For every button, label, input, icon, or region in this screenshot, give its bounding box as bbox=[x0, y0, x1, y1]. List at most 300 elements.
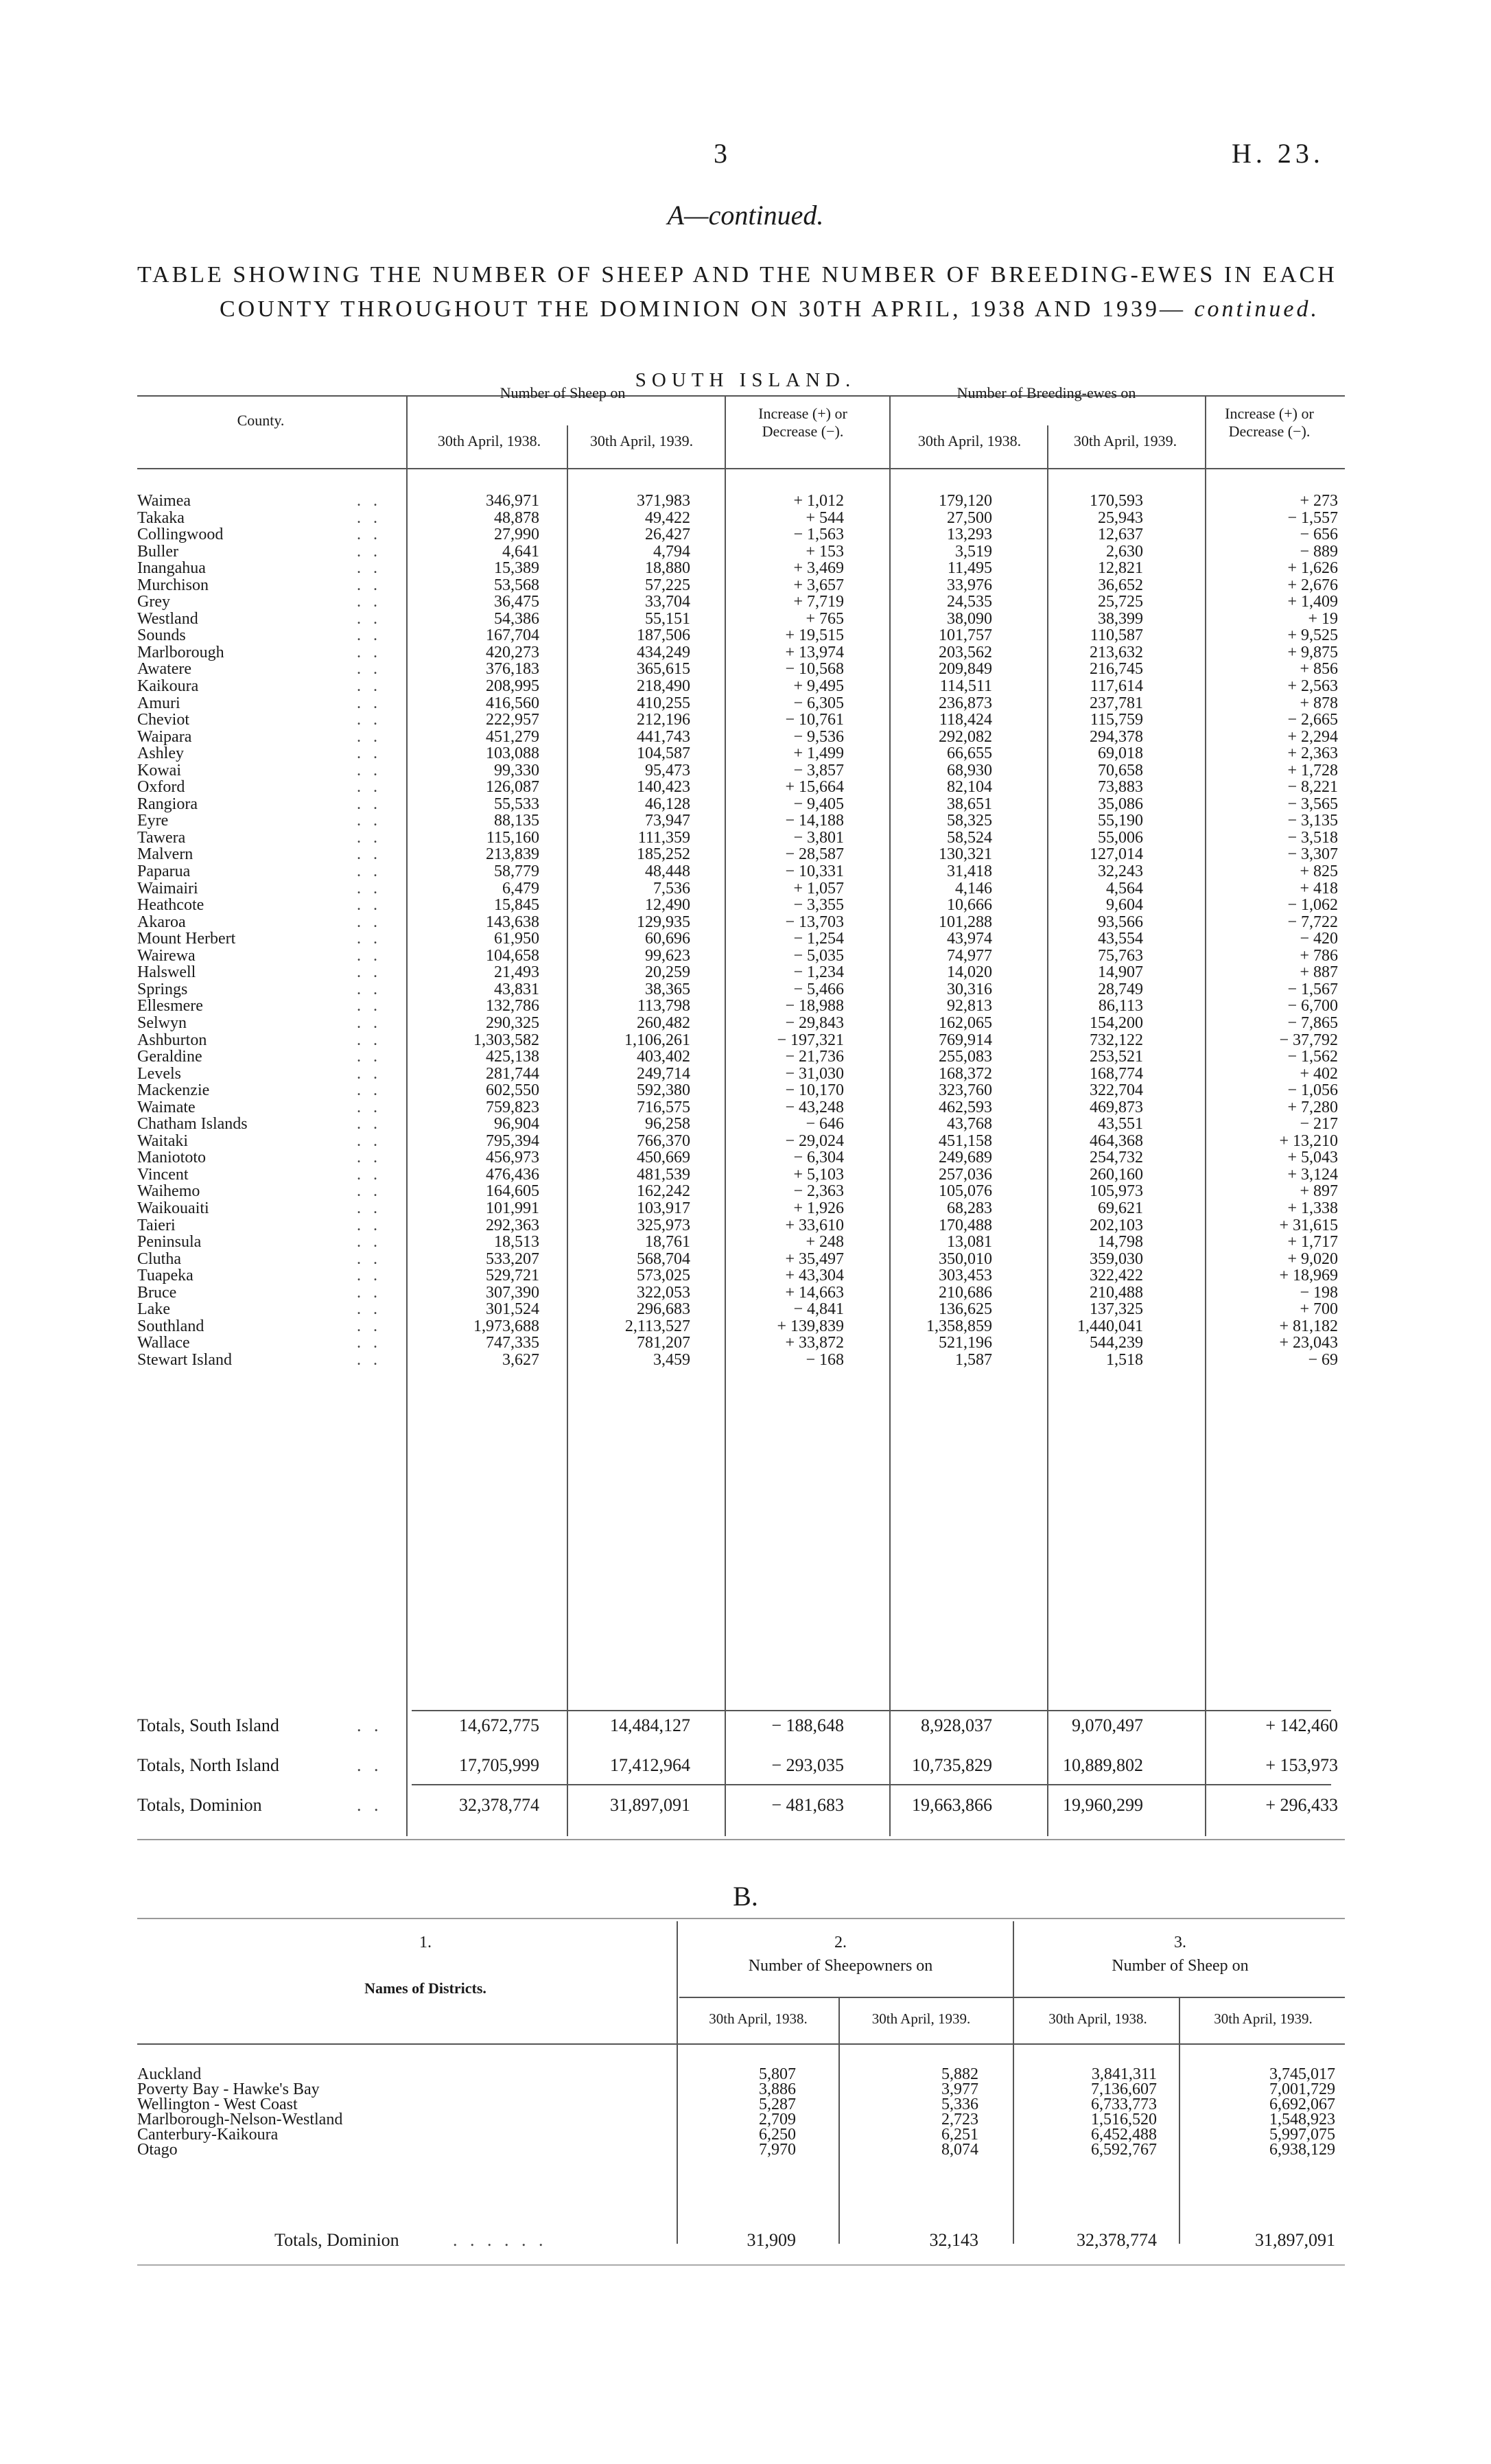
sheep-change: + 5,103 bbox=[793, 1165, 844, 1184]
b-totals-label: Totals, Dominion bbox=[274, 2230, 399, 2250]
ewes-1939: 12,637 bbox=[1098, 526, 1143, 544]
sheep-change: − 14,188 bbox=[785, 812, 844, 830]
sheep-change: − 9,405 bbox=[793, 795, 844, 813]
county-name: Collingwood bbox=[137, 526, 224, 544]
sheep-1938: 55,533 bbox=[494, 795, 539, 813]
ewes-change: − 3,307 bbox=[1287, 845, 1338, 864]
sheep-change: − 13,703 bbox=[785, 913, 844, 931]
ewes-1939-header: 30th April, 1939. bbox=[1073, 432, 1177, 449]
sheep-change: − 3,801 bbox=[793, 828, 844, 847]
totals-ewes-1938: 10,735,829 bbox=[912, 1755, 992, 1775]
county-name: Heathcote bbox=[137, 896, 204, 915]
ewes-1938: 66,655 bbox=[947, 744, 992, 763]
caption-line-2 bbox=[137, 292, 1372, 327]
sheep-1938: 48,878 bbox=[494, 508, 539, 527]
ewes-1938: 249,689 bbox=[939, 1149, 992, 1167]
sheep-change-header: Increase (+) or Decrease (−). bbox=[758, 405, 847, 440]
sheep-1939: 781,207 bbox=[637, 1334, 690, 1352]
sheep-1939: 766,370 bbox=[637, 1131, 690, 1150]
sheep-1939: 38,365 bbox=[645, 980, 690, 998]
b-column-rule-1 bbox=[677, 1921, 678, 2244]
sheep-change: − 5,035 bbox=[793, 946, 844, 965]
sheep-1938: 747,335 bbox=[486, 1334, 539, 1352]
ewes-change: + 18,969 bbox=[1279, 1267, 1338, 1285]
sheep-1939: 185,252 bbox=[637, 845, 690, 864]
sheep-1938: 307,390 bbox=[486, 1283, 539, 1302]
ewes-1939: 38,399 bbox=[1098, 609, 1143, 628]
district-name: Otago bbox=[137, 2141, 178, 2159]
sheep-1939: 33,704 bbox=[645, 593, 690, 611]
leader-dots: . . bbox=[357, 1249, 381, 1268]
ewes-change: + 878 bbox=[1300, 694, 1338, 712]
totals-rule-1 bbox=[412, 1710, 1331, 1711]
sheep-change: − 1,234 bbox=[793, 963, 844, 982]
leader-dots: . . bbox=[357, 946, 381, 965]
district-sheep-1938: 1,516,520 bbox=[1091, 2111, 1157, 2128]
sheep-1939: 99,623 bbox=[645, 946, 690, 965]
sheep-1939: 7,536 bbox=[653, 879, 690, 897]
sheep-1938: 164,605 bbox=[486, 1182, 539, 1201]
ewes-1938: 43,768 bbox=[947, 1115, 992, 1134]
sheep-1938: 533,207 bbox=[486, 1249, 539, 1268]
sheep-1939: 568,704 bbox=[637, 1249, 690, 1268]
leader-dots: . . bbox=[357, 1115, 381, 1134]
county-name: Stewart Island bbox=[137, 1350, 232, 1369]
sheep-1938: 420,273 bbox=[486, 643, 539, 661]
leader-dots: . . bbox=[357, 778, 381, 797]
sheep-1939: 2,113,527 bbox=[624, 1317, 690, 1335]
sheep-change: + 765 bbox=[806, 609, 844, 628]
ewes-1938: 92,813 bbox=[947, 997, 992, 1016]
county-name: Tawera bbox=[137, 828, 186, 847]
leader-dots: . . bbox=[357, 1165, 381, 1184]
county-name: Selwyn bbox=[137, 1013, 187, 1032]
district-name: Canterbury-Kaikoura bbox=[137, 2126, 279, 2144]
sheep-change: − 646 bbox=[806, 1115, 844, 1134]
county-name: Oxford bbox=[137, 778, 185, 797]
sheep-1939: 18,761 bbox=[645, 1233, 690, 1252]
sheep-change: + 33,610 bbox=[785, 1216, 844, 1234]
sheep-1939: 481,539 bbox=[637, 1165, 690, 1184]
ewes-change: − 3,565 bbox=[1287, 795, 1338, 813]
county-name: Ashburton bbox=[137, 1031, 207, 1049]
ewes-change: + 9,525 bbox=[1287, 626, 1338, 645]
owners-1938: 7,970 bbox=[759, 2141, 796, 2159]
ewes-1938: 33,976 bbox=[947, 576, 992, 594]
ewes-1939: 1,518 bbox=[1106, 1350, 1143, 1369]
sheep-1938: 132,786 bbox=[486, 997, 539, 1016]
ewes-1939: 154,200 bbox=[1090, 1013, 1143, 1032]
sheep-1938-header: 30th April, 1938. bbox=[437, 432, 541, 449]
ewes-change: + 1,338 bbox=[1287, 1199, 1338, 1217]
leader-dots: . . bbox=[357, 711, 381, 729]
sheep-1939: 104,587 bbox=[637, 744, 690, 763]
ewes-change: + 1,717 bbox=[1287, 1233, 1338, 1252]
sheep-1938: 290,325 bbox=[486, 1013, 539, 1032]
county-name: Waimea bbox=[137, 492, 191, 510]
sheep-1939: 49,422 bbox=[645, 508, 690, 527]
sheep-change: − 1,254 bbox=[793, 930, 844, 948]
sheep-1938: 88,135 bbox=[494, 812, 539, 830]
sheep-change: − 3,857 bbox=[793, 761, 844, 779]
ewes-1939: 69,621 bbox=[1098, 1199, 1143, 1217]
ewes-1938: 58,325 bbox=[947, 812, 992, 830]
ewes-change: − 1,567 bbox=[1287, 980, 1338, 998]
county-name: Sounds bbox=[137, 626, 186, 645]
district-sheep-1939: 3,745,017 bbox=[1269, 2065, 1335, 2083]
sheep-change: − 197,321 bbox=[777, 1031, 844, 1049]
ewes-1938: 350,010 bbox=[939, 1249, 992, 1268]
leader-dots: . . bbox=[357, 1182, 381, 1201]
leader-dots: . . bbox=[357, 643, 381, 661]
county-name: Malvern bbox=[137, 845, 193, 864]
sheep-change: − 4,841 bbox=[793, 1300, 844, 1319]
ewes-1938: 462,593 bbox=[939, 1098, 992, 1116]
ewes-1938: 13,081 bbox=[947, 1233, 992, 1252]
sheep-change: − 10,170 bbox=[785, 1081, 844, 1100]
leader-dots: . . bbox=[357, 1267, 381, 1285]
leader-dots: . . bbox=[357, 1013, 381, 1032]
b-col1-label: Names of Districts. bbox=[364, 1980, 486, 1997]
leader-dots: . . bbox=[357, 526, 381, 544]
county-name: Inangahua bbox=[137, 559, 206, 578]
county-name: Ellesmere bbox=[137, 997, 203, 1016]
ewes-change: + 19 bbox=[1308, 609, 1338, 628]
totals-row-dominion bbox=[137, 1795, 1345, 1818]
table-caption bbox=[137, 258, 1372, 327]
ewes-1938: 13,293 bbox=[947, 526, 992, 544]
b-col1-number: 1. bbox=[419, 1934, 432, 1951]
county-name: Lake bbox=[137, 1300, 170, 1319]
caption-line-1: TABLE SHOWING THE NUMBER OF SHEEP AND THE NUMBER OF BREEDING-EWES IN EACH bbox=[137, 262, 1337, 288]
sheep-1938: 53,568 bbox=[494, 576, 539, 594]
owners-1939: 6,251 bbox=[941, 2126, 978, 2144]
ewes-change: + 1,409 bbox=[1287, 593, 1338, 611]
ewes-change: + 3,124 bbox=[1287, 1165, 1338, 1184]
county-name: Eyre bbox=[137, 812, 169, 830]
totals-sheep-1939: 14,484,127 bbox=[610, 1715, 690, 1735]
sheep-1939: 403,402 bbox=[637, 1048, 690, 1066]
sheep-1939: 371,983 bbox=[637, 492, 690, 510]
sheep-1939: 103,917 bbox=[637, 1199, 690, 1217]
leader-dots: . . bbox=[357, 863, 381, 881]
sheep-1938: 126,087 bbox=[486, 778, 539, 797]
ewes-1938: 38,651 bbox=[947, 795, 992, 813]
ewes-change: − 1,562 bbox=[1287, 1048, 1338, 1066]
sheep-change: − 1,563 bbox=[793, 526, 844, 544]
leader-dots: . . bbox=[357, 1795, 383, 1815]
leader-dots: . . bbox=[357, 508, 381, 527]
owners-1938: 3,886 bbox=[759, 2080, 796, 2098]
ewes-1939: 55,190 bbox=[1098, 812, 1143, 830]
caption-line-2-text: COUNTY THROUGHOUT THE DOMINION ON 30TH APRIL, 1938 AND 1939— bbox=[220, 296, 1186, 322]
leader-dots: . . bbox=[357, 896, 381, 915]
b-totals-sheep-1938: 32,378,774 bbox=[1077, 2230, 1157, 2250]
ewes-change: + 700 bbox=[1300, 1300, 1338, 1319]
b-owners-1938-header: 30th April, 1938. bbox=[709, 2010, 808, 2027]
ewes-change: + 81,182 bbox=[1279, 1317, 1338, 1335]
sheep-1938: 143,638 bbox=[486, 913, 539, 931]
sheep-1938: 43,831 bbox=[494, 980, 539, 998]
sheep-change: + 14,663 bbox=[785, 1283, 844, 1302]
district-sheep-1939: 1,548,923 bbox=[1269, 2111, 1335, 2128]
sheep-1939: 20,259 bbox=[645, 963, 690, 982]
totals-ewes-1939: 9,070,497 bbox=[1072, 1715, 1143, 1735]
sheep-1939: 218,490 bbox=[637, 677, 690, 696]
ewes-1939: 25,725 bbox=[1098, 593, 1143, 611]
district-name: Auckland bbox=[137, 2065, 202, 2083]
sheep-change: + 15,664 bbox=[785, 778, 844, 797]
owners-1939: 8,074 bbox=[941, 2141, 978, 2159]
leader-dots: . . bbox=[357, 879, 381, 897]
document-code: H. 23. bbox=[1232, 138, 1324, 169]
sheep-1939: 716,575 bbox=[637, 1098, 690, 1116]
ewes-1938: 101,757 bbox=[939, 626, 992, 645]
sheep-1938: 301,524 bbox=[486, 1300, 539, 1319]
sheep-change: + 3,469 bbox=[793, 559, 844, 578]
ewes-change: + 2,363 bbox=[1287, 744, 1338, 763]
ewes-1939: 75,763 bbox=[1098, 946, 1143, 965]
county-name: Waipara bbox=[137, 727, 192, 746]
sheep-1938: 96,904 bbox=[494, 1115, 539, 1134]
county-name: Waimairi bbox=[137, 879, 198, 897]
ewes-1939: 35,086 bbox=[1098, 795, 1143, 813]
totals-sheep-1938: 32,378,774 bbox=[459, 1795, 539, 1815]
sheep-1939: 18,880 bbox=[645, 559, 690, 578]
county-name: Waihemo bbox=[137, 1182, 200, 1201]
totals-row-north bbox=[137, 1755, 1345, 1779]
district-sheep-1938: 6,452,488 bbox=[1091, 2126, 1157, 2144]
ewes-1938: 323,760 bbox=[939, 1081, 992, 1100]
ewes-1939: 202,103 bbox=[1090, 1216, 1143, 1234]
county-name: Waimate bbox=[137, 1098, 196, 1116]
leader-dots: . . bbox=[357, 828, 381, 847]
sheep-change: − 29,843 bbox=[785, 1013, 844, 1032]
ewes-1938: 1,358,859 bbox=[926, 1317, 992, 1335]
totals-sheep-1938: 14,672,775 bbox=[459, 1715, 539, 1735]
header-bottom-rule bbox=[137, 468, 1345, 469]
page-number: 3 bbox=[714, 138, 727, 169]
sheep-1939: 249,714 bbox=[637, 1064, 690, 1083]
sheep-1938: 58,779 bbox=[494, 863, 539, 881]
table-b-top-rule bbox=[137, 1918, 1345, 1919]
sheep-change: − 2,363 bbox=[793, 1182, 844, 1201]
district-name: Poverty Bay - Hawke's Bay bbox=[137, 2080, 320, 2098]
ewes-change: − 7,722 bbox=[1287, 913, 1338, 931]
ewes-1938: 14,020 bbox=[947, 963, 992, 982]
sheep-1938: 208,995 bbox=[486, 677, 539, 696]
county-name: Mackenzie bbox=[137, 1081, 210, 1100]
ewes-change: + 1,626 bbox=[1287, 559, 1338, 578]
ewes-1938: 168,372 bbox=[939, 1064, 992, 1083]
ewes-change: + 856 bbox=[1300, 660, 1338, 679]
county-name: Southland bbox=[137, 1317, 204, 1335]
ewes-1939: 170,593 bbox=[1090, 492, 1143, 510]
section-a-title bbox=[0, 199, 1491, 231]
county-name: Clutha bbox=[137, 1249, 181, 1268]
county-name: Rangiora bbox=[137, 795, 198, 813]
ewes-change: − 198 bbox=[1300, 1283, 1338, 1302]
county-name: Chatham Islands bbox=[137, 1115, 248, 1134]
b-sheep-1938-header: 30th April, 1938. bbox=[1048, 2010, 1147, 2027]
ewes-1939: 322,704 bbox=[1090, 1081, 1143, 1100]
ewes-1938: 257,036 bbox=[939, 1165, 992, 1184]
sheep-1938: 1,303,582 bbox=[473, 1031, 539, 1049]
county-name: Ashley bbox=[137, 744, 184, 763]
sheep-1939: 410,255 bbox=[637, 694, 690, 712]
owners-1938: 5,287 bbox=[759, 2096, 796, 2113]
ewes-1938: 114,511 bbox=[939, 677, 992, 696]
sheep-change: + 43,304 bbox=[785, 1267, 844, 1285]
ewes-change: + 13,210 bbox=[1279, 1131, 1338, 1150]
ewes-1938: 170,488 bbox=[939, 1216, 992, 1234]
leader-dots: . . bbox=[357, 1131, 381, 1150]
ewes-1939: 210,488 bbox=[1090, 1283, 1143, 1302]
sheep-change: − 28,587 bbox=[785, 845, 844, 864]
totals-label: Totals, Dominion bbox=[137, 1795, 262, 1815]
county-name: Levels bbox=[137, 1064, 181, 1083]
owners-1939: 5,336 bbox=[941, 2096, 978, 2113]
sheep-change: + 248 bbox=[806, 1233, 844, 1252]
ewes-1939: 260,160 bbox=[1090, 1165, 1143, 1184]
sheep-1939: 48,448 bbox=[645, 863, 690, 881]
b-column-rule-2 bbox=[838, 1997, 840, 2244]
ewes-1939: 73,883 bbox=[1098, 778, 1143, 797]
sheep-1939: 162,242 bbox=[637, 1182, 690, 1201]
ewes-change: − 1,056 bbox=[1287, 1081, 1338, 1100]
sheep-change: − 168 bbox=[806, 1350, 844, 1369]
sheep-group-header: Number of Sheep on bbox=[500, 384, 626, 401]
ewes-change: + 825 bbox=[1300, 863, 1338, 881]
totals-ewes-1938: 8,928,037 bbox=[921, 1715, 992, 1735]
sheep-change: − 43,248 bbox=[785, 1098, 844, 1116]
leader-dots: . . bbox=[357, 812, 381, 830]
leader-dots: . . bbox=[357, 1350, 381, 1369]
ewes-change: + 402 bbox=[1300, 1064, 1338, 1083]
sheep-1938: 99,330 bbox=[494, 761, 539, 779]
ewes-1939: 544,239 bbox=[1090, 1334, 1143, 1352]
sheep-1938: 476,436 bbox=[486, 1165, 539, 1184]
ewes-1938: 521,196 bbox=[939, 1334, 992, 1352]
county-name: Waitaki bbox=[137, 1131, 189, 1150]
ewes-1939: 115,759 bbox=[1090, 711, 1143, 729]
leader-dots: . . bbox=[357, 1216, 381, 1234]
county-name: Kowai bbox=[137, 761, 181, 779]
ewes-1938: 3,519 bbox=[955, 542, 992, 561]
sheep-1939: 212,196 bbox=[637, 711, 690, 729]
sheep-change: − 10,568 bbox=[785, 660, 844, 679]
b-totals-sheep-1939: 31,897,091 bbox=[1255, 2230, 1335, 2250]
leader-dots: . . bbox=[357, 542, 381, 561]
b-header-bottom-rule bbox=[137, 2043, 1345, 2045]
district-sheep-1938: 6,733,773 bbox=[1091, 2096, 1157, 2113]
ewes-1939: 28,749 bbox=[1098, 980, 1143, 998]
ewes-1938-header: 30th April, 1938. bbox=[917, 432, 1022, 449]
district-sheep-1939: 5,997,075 bbox=[1269, 2126, 1335, 2144]
ewes-1939: 4,564 bbox=[1106, 879, 1143, 897]
sheep-1938: 451,279 bbox=[486, 727, 539, 746]
b-header-mid-rule bbox=[679, 1997, 1345, 1998]
table-a-bottom-rule bbox=[137, 1839, 1345, 1840]
totals-sheep-change: − 293,035 bbox=[771, 1755, 844, 1775]
ewes-1939: 137,325 bbox=[1090, 1300, 1143, 1319]
county-name: Marlborough bbox=[137, 643, 224, 661]
ewes-1939: 36,652 bbox=[1098, 576, 1143, 594]
sheep-change: − 21,736 bbox=[785, 1048, 844, 1066]
sheep-change: − 6,304 bbox=[793, 1149, 844, 1167]
sheep-1939: 73,947 bbox=[645, 812, 690, 830]
sheep-1939: 187,506 bbox=[637, 626, 690, 645]
sheep-1939: 441,743 bbox=[637, 727, 690, 746]
owners-1939: 2,723 bbox=[941, 2111, 978, 2128]
ewes-1939: 110,587 bbox=[1090, 626, 1143, 645]
ewes-1939: 12,821 bbox=[1098, 559, 1143, 578]
ewes-change: − 1,062 bbox=[1287, 896, 1338, 915]
sheep-1938: 346,971 bbox=[486, 492, 539, 510]
leader-dots: . . bbox=[357, 1064, 381, 1083]
ewes-1939: 464,368 bbox=[1090, 1131, 1143, 1150]
leader-dots: . . bbox=[357, 1334, 381, 1352]
sheep-1938: 104,658 bbox=[486, 946, 539, 965]
leader-dots: . . bbox=[357, 930, 381, 948]
sheep-1938: 376,183 bbox=[486, 660, 539, 679]
ewes-1939: 14,907 bbox=[1098, 963, 1143, 982]
totals-ewes-change: + 153,973 bbox=[1265, 1755, 1338, 1775]
sheep-1939: 96,258 bbox=[645, 1115, 690, 1134]
sheep-1938: 759,823 bbox=[486, 1098, 539, 1116]
ewes-change: − 8,221 bbox=[1287, 778, 1338, 797]
sheep-1938: 21,493 bbox=[494, 963, 539, 982]
sheep-1939: 95,473 bbox=[645, 761, 690, 779]
sheep-1939: 573,025 bbox=[637, 1267, 690, 1285]
county-name: Paparua bbox=[137, 863, 191, 881]
ewes-1938: 210,686 bbox=[939, 1283, 992, 1302]
sheep-1939: 296,683 bbox=[637, 1300, 690, 1319]
ewes-change: + 23,043 bbox=[1279, 1334, 1338, 1352]
section-b-title: B. bbox=[733, 1881, 758, 1912]
b-col3-label: Number of Sheep on bbox=[1112, 1957, 1249, 1975]
leader-dots: . . bbox=[357, 1081, 381, 1100]
ewes-change: + 2,563 bbox=[1287, 677, 1338, 696]
ewes-1938: 74,977 bbox=[947, 946, 992, 965]
county-header: County. bbox=[237, 412, 285, 429]
sheep-1938: 213,839 bbox=[486, 845, 539, 864]
sheep-1938: 18,513 bbox=[494, 1233, 539, 1252]
sheep-1938: 6,479 bbox=[502, 879, 539, 897]
sheep-1939: 140,423 bbox=[637, 778, 690, 797]
sheep-change: − 31,030 bbox=[785, 1064, 844, 1083]
sheep-1939: 4,794 bbox=[653, 542, 690, 561]
county-name: Wairewa bbox=[137, 946, 196, 965]
totals-label: Totals, North Island bbox=[137, 1755, 279, 1775]
ewes-change: − 420 bbox=[1300, 930, 1338, 948]
owners-1939: 5,882 bbox=[941, 2065, 978, 2083]
leader-dots: . . bbox=[357, 727, 381, 746]
section-a-title-text: A—continued. bbox=[667, 200, 824, 231]
ewes-1939: 25,943 bbox=[1098, 508, 1143, 527]
leader-dots: . . bbox=[357, 761, 381, 779]
county-name: Buller bbox=[137, 542, 178, 561]
ewes-1938: 130,321 bbox=[939, 845, 992, 864]
ewes-1938: 11,495 bbox=[947, 559, 992, 578]
sheep-1938: 1,973,688 bbox=[473, 1317, 539, 1335]
leader-dots: . . bbox=[357, 677, 381, 696]
county-name: Murchison bbox=[137, 576, 209, 594]
b-col2-number: 2. bbox=[834, 1934, 847, 1951]
sheep-1938: 3,627 bbox=[502, 1350, 539, 1369]
ewes-1938: 1,587 bbox=[955, 1350, 992, 1369]
ewes-1938: 31,418 bbox=[947, 863, 992, 881]
